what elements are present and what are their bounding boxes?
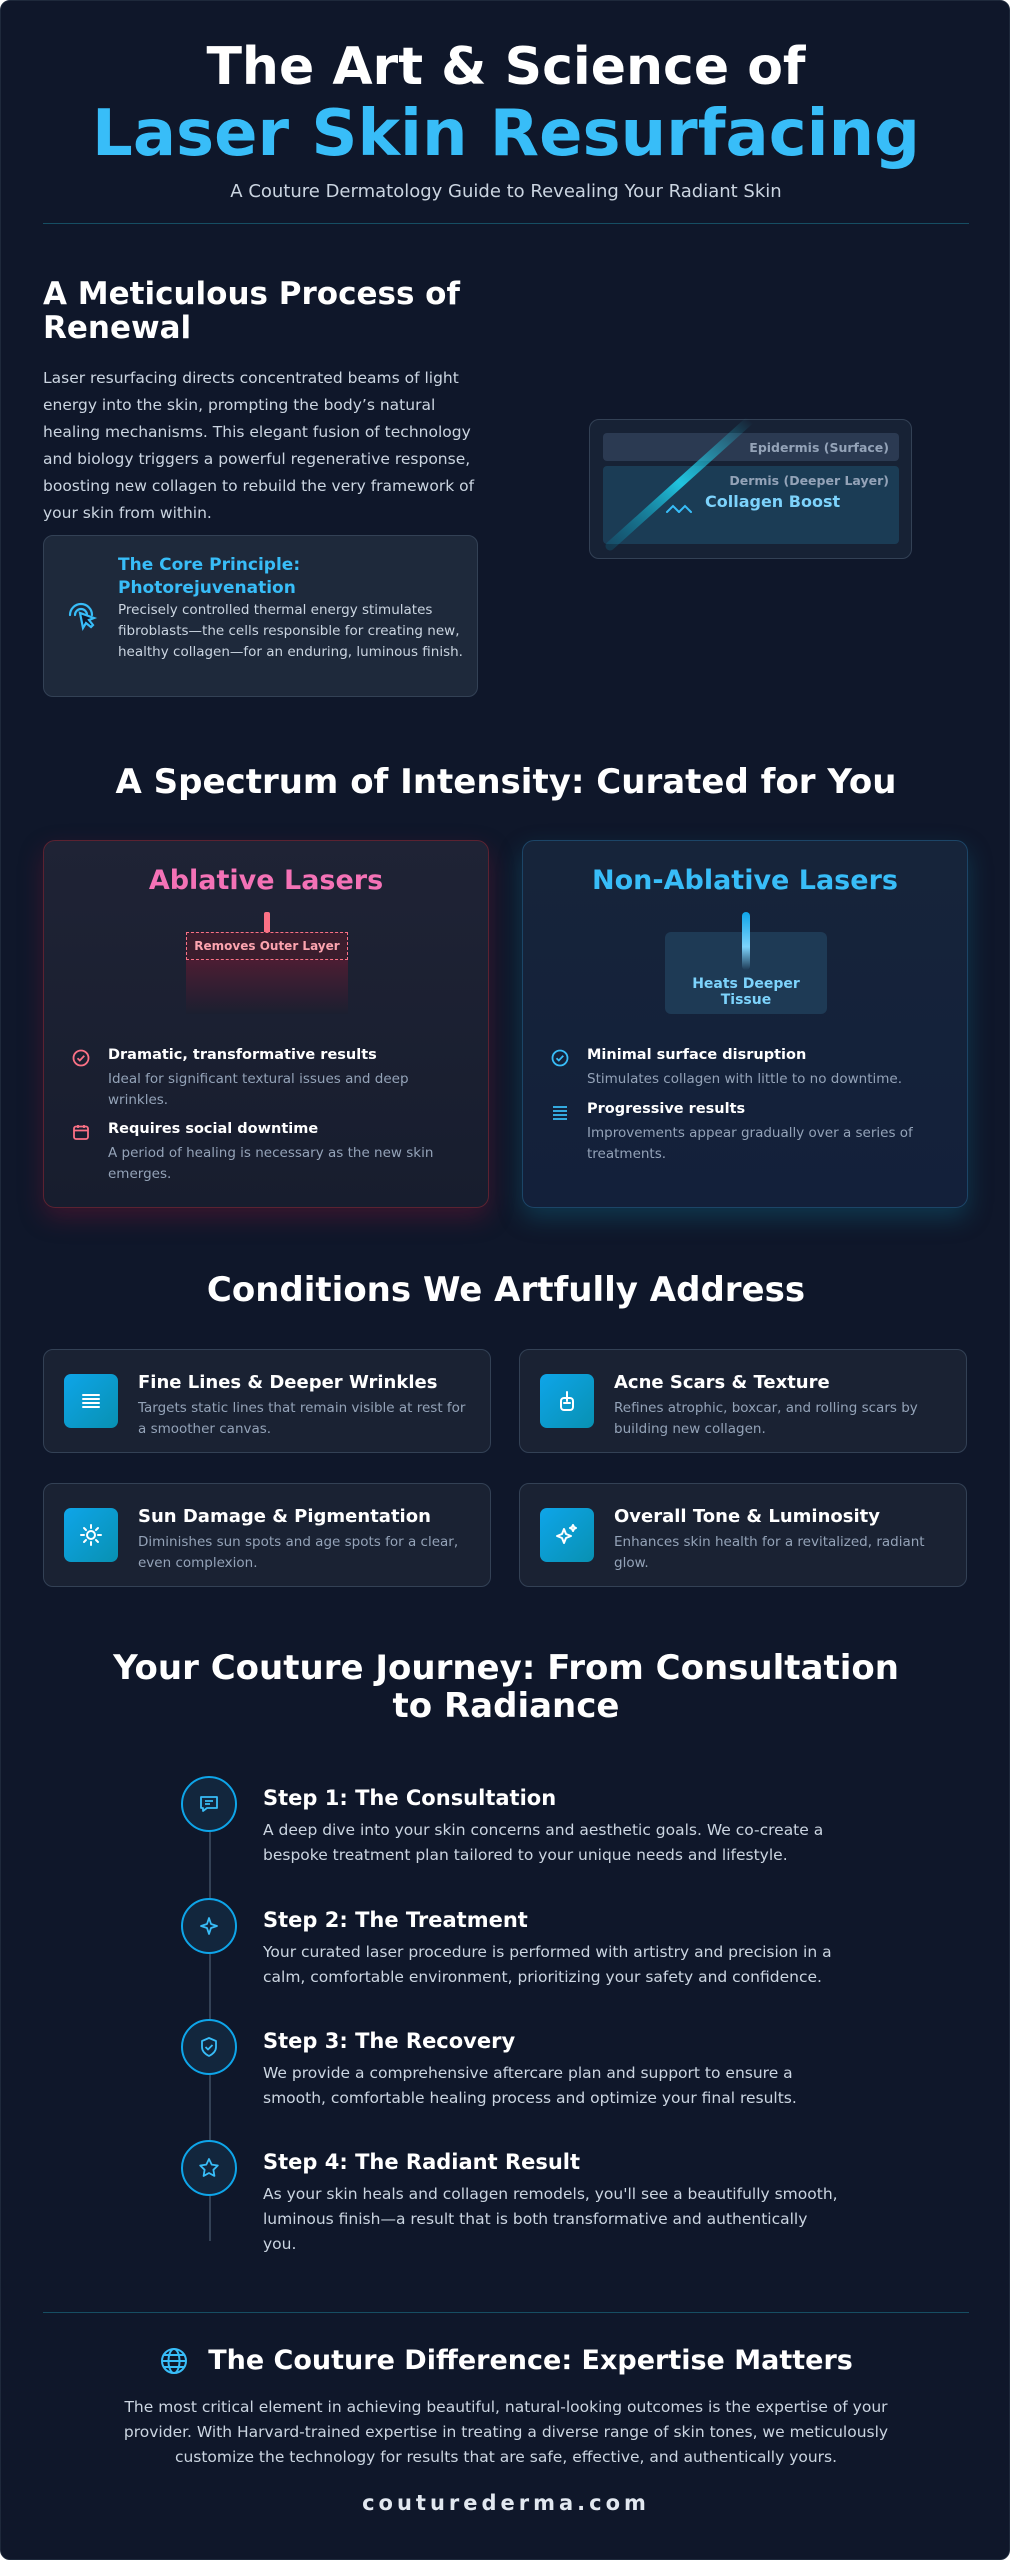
feature-title: Requires social downtime	[108, 1121, 319, 1137]
divider	[43, 2312, 969, 2313]
sparkle-icon	[198, 1915, 220, 1937]
step-circle	[181, 1776, 237, 1832]
step-circle	[181, 2019, 237, 2075]
condition-card	[43, 1349, 491, 1453]
journey-step	[181, 1898, 841, 1998]
condition-title: Overall Tone & Luminosity	[614, 1506, 880, 1527]
core-principle-text: Precisely controlled thermal energy stimulates fibroblasts—the cells responsible for creating new, healthy collagen—for an enduring, luminous finish.	[118, 602, 463, 660]
step-text: A deep dive into your skin concerns and aesthetic goals. We co-create a bespoke treatment plan tailored to your unique needs and lifestyle.	[263, 1821, 824, 1864]
feature-title: Minimal surface disruption	[587, 1047, 807, 1063]
condition-icon-tile	[64, 1508, 118, 1562]
non-ablative-beam	[742, 912, 750, 970]
chat-icon	[198, 1793, 220, 1815]
step-circle	[181, 1898, 237, 1954]
ablative-title: Ablative Lasers	[148, 865, 384, 896]
condition-text: Refines atrophic, boxcar, and rolling scars by building new collagen.	[614, 1400, 918, 1437]
spectrum-title: A Spectrum of Intensity: Curated for You	[115, 762, 897, 802]
condition-text: Diminishes sun spots and age spots for a clear, even complexion.	[138, 1534, 459, 1571]
condition-icon-tile	[540, 1374, 594, 1428]
step-title: Step 4: The Radiant Result	[263, 2150, 581, 2174]
feature-text: A period of healing is necessary as the new skin emerges.	[108, 1145, 434, 1182]
process-title: A Meticulous Process of Renewal	[43, 276, 460, 346]
core-principle-card	[43, 535, 478, 697]
condition-card	[519, 1349, 967, 1453]
website-link[interactable]: couturederma.com	[362, 2491, 650, 2515]
condition-icon-tile	[540, 1508, 594, 1562]
journey-title: Your Couture Journey: From Consultation to Radiance	[113, 1648, 899, 1726]
condition-icon-tile	[64, 1374, 118, 1428]
cursor-click-icon	[64, 598, 98, 632]
collagen-boost-label: Collagen Boost	[705, 492, 841, 511]
feature-text: Stimulates collagen with little to no downtime.	[587, 1071, 902, 1087]
feature-text: Ideal for significant textural issues and deep wrinkles.	[108, 1071, 409, 1108]
globe-icon	[159, 2346, 189, 2376]
condition-title: Sun Damage & Pigmentation	[138, 1506, 431, 1527]
non-ablative-visual	[665, 932, 827, 1014]
difference-title: The Couture Difference: Expertise Matters	[208, 2345, 853, 2376]
ablative-visual-label: Removes Outer Layer	[186, 932, 348, 960]
condition-title: Fine Lines & Deeper Wrinkles	[138, 1372, 438, 1393]
ablative-visual	[186, 932, 348, 1014]
feature-title: Dramatic, transformative results	[108, 1047, 377, 1063]
page-subtitle: A Couture Dermatology Guide to Revealing Your Radiant Skin	[230, 181, 782, 202]
step-title: Step 2: The Treatment	[263, 1908, 528, 1932]
difference-text: The most critical element in achieving beautiful, natural-looking outcomes is the expertise of your provider. With Harvard-trained expertise in treating a diverse range of skin tones, we meticulously customize the technology for results that are safe, effective, and authentically yours.	[123, 2398, 889, 2466]
journey-step	[181, 2140, 841, 2253]
calendar-icon	[72, 1123, 90, 1141]
dermis-label: Dermis (Deeper Layer)	[729, 473, 889, 488]
star-icon	[198, 2157, 220, 2179]
condition-text: Enhances skin health for a revitalized, radiant glow.	[614, 1534, 925, 1571]
ablative-card	[43, 840, 489, 1208]
ablative-skin-body	[186, 960, 348, 1014]
feature-text: Improvements appear gradually over a series of treatments.	[587, 1125, 913, 1162]
laser-beam	[600, 360, 800, 560]
divider	[43, 223, 969, 224]
step-circle	[181, 2140, 237, 2196]
page-title-line2: Laser Skin Resurfacing	[92, 97, 920, 171]
step-title: Step 3: The Recovery	[263, 2029, 516, 2053]
journey-step	[181, 2019, 841, 2119]
process-text: Laser resurfacing directs concentrated beams of light energy into the skin, prompting the body’s natural healing mechanisms. This elegant fusion of technology and biology triggers a powerful regenerative response, boosting new collagen to rebuild the very framework of your skin from within.	[43, 369, 475, 522]
sparkles-icon	[555, 1523, 579, 1547]
non-ablative-title: Non-Ablative Lasers	[592, 865, 898, 896]
condition-card	[43, 1483, 491, 1587]
non-ablative-visual-label: Heats Deeper Tissue	[692, 976, 800, 1008]
non-ablative-card	[522, 840, 968, 1208]
conditions-title: Conditions We Artfully Address	[206, 1270, 806, 1310]
sun-icon	[79, 1523, 103, 1547]
condition-text: Targets static lines that remain visible at rest for a smoother canvas.	[138, 1400, 466, 1437]
feature-title: Progressive results	[587, 1101, 746, 1117]
epidermis-layer: Epidermis (Surface)	[603, 433, 899, 461]
lines-icon	[79, 1389, 103, 1413]
journey-step	[181, 1776, 841, 1876]
header	[1, 37, 1010, 202]
skin-layers-diagram	[589, 419, 912, 559]
hand-icon	[555, 1389, 579, 1413]
core-principle-title: The Core Principle: Photorejuvenation	[118, 555, 301, 598]
shield-check-icon	[198, 2036, 220, 2058]
condition-card	[519, 1483, 967, 1587]
step-text: We provide a comprehensive aftercare plan and support to ensure a smooth, comfortable healing process and optimize your final results.	[263, 2064, 797, 2107]
step-text: Your curated laser procedure is performed with artistry and precision in a calm, comfortable environment, prioritizing your safety and confidence.	[263, 1943, 832, 1986]
difference-heading	[1, 2345, 1010, 2376]
condition-title: Acne Scars & Texture	[614, 1372, 830, 1393]
step-title: Step 1: The Consultation	[263, 1786, 557, 1810]
step-text: As your skin heals and collagen remodels, you'll see a beautifully smooth, luminous finish—a result that is both transformative and authentically you.	[263, 2185, 838, 2253]
layers-icon	[551, 1103, 569, 1121]
check-circle-icon	[72, 1049, 90, 1067]
page-title-line1: The Art & Science of	[206, 37, 806, 97]
check-circle-icon	[551, 1049, 569, 1067]
